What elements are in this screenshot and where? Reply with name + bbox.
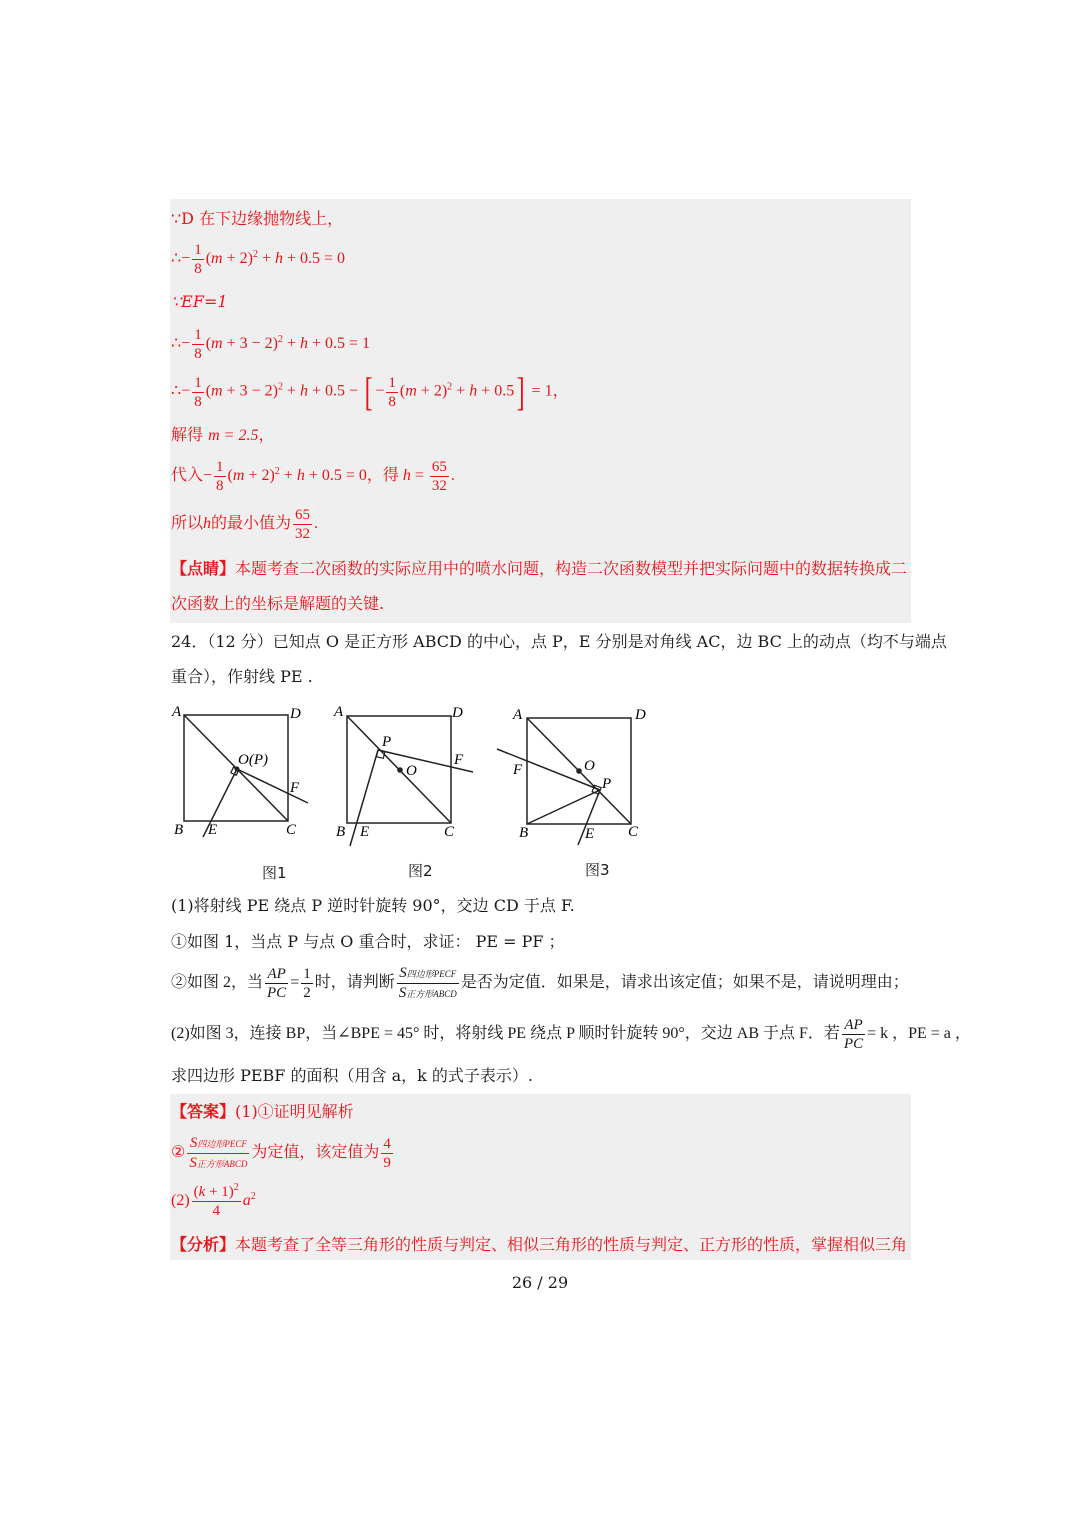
solution-line-4: ∴− $\frac{1}{8}$ $(m + 3 - 2)^2 + h + 0.5 = 1$ (171, 327, 371, 362)
analysis-tag: 【分析】 (171, 1235, 236, 1254)
fig1-label-C: C (286, 822, 297, 838)
figure-1-caption: 图1 (262, 864, 287, 882)
figure-1 (170, 700, 320, 850)
answer-line-1: 【答案】(1)①证明见解析 (171, 1102, 354, 1121)
page-number: 26 / 29 (511, 1273, 569, 1292)
figure-3-caption: 图3 (585, 861, 610, 879)
question-header: 24．（12 分）已知点 O 是正方形 ABCD 的中心，点 P，E 分别是对角线 AC，边 BC 上的动点（均不与端点 (171, 632, 947, 651)
fig2-label-C: C (444, 824, 455, 840)
fig3-label-A: A (513, 707, 523, 723)
solution-line-3: ∵EF=1 (171, 292, 228, 311)
comment-line-1: 【点睛】本题考查二次函数的实际应用中的喷水问题，构造二次函数模型并把实际问题中的数据转换成二 (171, 559, 908, 578)
fig1-label-B: B (174, 822, 184, 838)
fig2-label-O: O (406, 763, 417, 779)
fig1-label-E: E (208, 822, 218, 838)
question-header-2: 重合），作射线 PE . (171, 667, 313, 686)
fig3-label-O: O (584, 758, 595, 774)
fig2-label-P: P (382, 734, 392, 750)
solution-line-1: ∵D 在下边缘抛物线上， (171, 209, 344, 228)
fig1-label-A: A (172, 704, 182, 720)
solution-line-7: 代入− $\frac{1}{8}$ $(m + 2)^2 + h + 0.5 = 0$，得 h = $\frac{65}{32}$ . (171, 459, 455, 494)
figure-2-caption: 图2 (408, 862, 433, 880)
fig3-label-B: B (519, 825, 529, 841)
figure-3 (495, 700, 655, 850)
fig1-label-OP: O(P) (238, 752, 268, 768)
question-part-2: (2)如图 3，连接 BP，当∠BPE = 45° 时，将射线 PE 绕点 P 顺时针旋转 90°，交边 AB 于点 F．若 $\frac{AP}{PC}$ = k ，PE = a ， (171, 1017, 971, 1052)
analysis-line: 【分析】本题考查了全等三角形的性质与判定、相似三角形的性质与判定、正方形的性质，掌握相似三角 (171, 1235, 908, 1254)
fig3-label-F: F (513, 762, 523, 778)
solution-line-2: ∴− $\frac{1}{8}$ $(m + 2)^2 + h + 0.5 = 0$ (171, 242, 346, 277)
solution-line-5: ∴− $\frac{1}{8}$ $(m + 3 - 2)^2 + h + 0.5$ − [ − $\frac{1}{8}$ $(m + 2)^2 + h + 0.5] = 1$， (171, 369, 569, 414)
answer-line-3: (2) $\frac{(k + 1)^2}{4}$ $a^2$ (171, 1182, 256, 1219)
question-part-1b: ②如图 2，当 $\frac{AP}{PC}$ = $\frac{1}{2}$ 时，请判断 $\frac{\text{S四边形PECF}}{\text{S正方形ABCD}}$ 是否为定值．如果是，请求出该定值；如果不是，请说明理由； (171, 965, 909, 1001)
fig3-label-C: C (628, 824, 639, 840)
question-part-1a: ①如图 1，当点 P 与点 O 重合时，求证： PE = PF ； (171, 932, 565, 951)
fig1-label-F: F (290, 780, 300, 796)
comment-line-2: 次函数上的坐标是解题的关键. (171, 594, 385, 613)
solution-line-8: 所以h的最小值为 $\frac{65}{32}$ . (171, 507, 319, 542)
comment-tag: 【点睛】 (171, 559, 236, 578)
fig2-label-D: D (452, 705, 463, 721)
question-part-2-b: 求四边形 PEBF 的面积（用含 a，k 的式子表示）. (171, 1066, 533, 1085)
fig2-label-F: F (454, 752, 464, 768)
answer-line-2: ② $\frac{\text{S四边形PECF}}{\text{S正方形ABCD}}$ 为定值，该定值为 $\frac{4}{9}$ (171, 1135, 391, 1171)
fig2-label-B: B (336, 824, 346, 840)
answer-tag: 【答案】 (171, 1102, 236, 1121)
figure-2 (330, 700, 480, 850)
fig3-label-P: P (602, 776, 612, 792)
fig2-label-A: A (334, 704, 344, 720)
solution-line-6: 解得 m = 2.5， (171, 425, 275, 444)
fig1-label-D: D (290, 706, 301, 722)
question-part-1: (1)将射线 PE 绕点 P 逆时针旋转 90°，交边 CD 于点 F. (171, 896, 575, 915)
fig2-label-E: E (360, 824, 370, 840)
fig3-label-E: E (585, 826, 595, 842)
fig3-label-D: D (635, 707, 646, 723)
